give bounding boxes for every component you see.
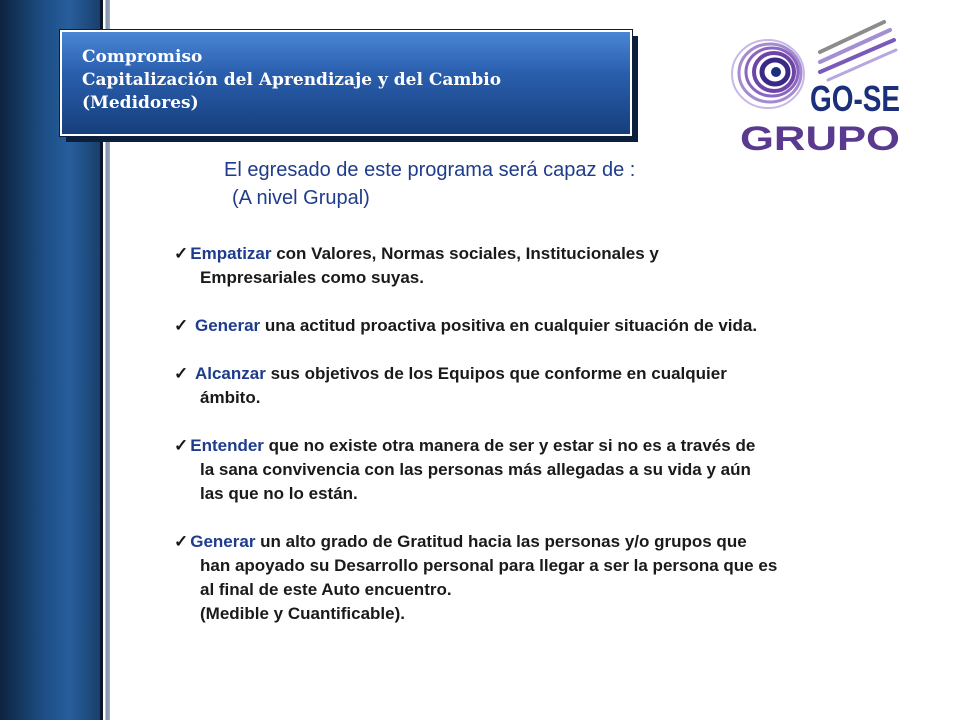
item-keyword: Alcanzar <box>194 364 266 383</box>
item-text-line: ámbito. <box>200 388 261 407</box>
item-keyword: Entender <box>190 436 264 455</box>
go-se-grupo-logo <box>728 18 904 158</box>
item-text-line: las que no lo están. <box>200 484 358 503</box>
check-icon: ✓ <box>174 316 193 335</box>
logo-text-go-se: GO-SE <box>810 78 900 119</box>
item-text-line: han apoyado su Desarrollo personal para llegar a ser la persona que es <box>200 556 778 575</box>
title-line-1: Compromiso <box>82 47 203 67</box>
item-text-line: la sana convivencia con las personas más allegadas a su vida y aún <box>200 460 751 479</box>
logo-swirl-icon <box>732 40 804 108</box>
check-icon: ✓ <box>174 364 193 383</box>
check-icon: ✓ <box>174 244 189 263</box>
list-item <box>174 362 944 410</box>
title-box <box>60 30 632 136</box>
list-item <box>174 434 944 506</box>
title-line-2: Capitalización del Aprendizaje y del Cambio <box>82 70 502 90</box>
item-text-line: (Medible y Cuantificable). <box>200 604 405 623</box>
item-text: que no existe otra manera de ser y estar si no es a través de <box>263 436 756 455</box>
objectives-list <box>174 242 944 650</box>
list-item <box>174 314 944 338</box>
logo-text-grupo: GRUPO <box>740 120 900 158</box>
logo-stripes-icon <box>820 22 896 80</box>
check-icon: ✓ <box>174 436 189 455</box>
item-keyword: Empatizar <box>190 244 272 263</box>
check-icon: ✓ <box>174 532 189 551</box>
title-line-3: (Medidores) <box>82 93 199 113</box>
item-keyword: Generar <box>194 316 261 335</box>
item-text-line: Empresariales como suyas. <box>200 268 424 287</box>
heading-line-1: El egresado de este programa será capaz de : <box>224 159 636 181</box>
item-text: un alto grado de Gratitud hacia las personas y/o grupos que <box>255 532 747 551</box>
item-text: una actitud proactiva positiva en cualquier situación de vida. <box>260 316 758 335</box>
item-text: sus objetivos de los Equipos que conforme en cualquier <box>265 364 727 383</box>
heading-line-2: (A nivel Grupal) <box>232 187 370 209</box>
item-keyword: Generar <box>190 532 256 551</box>
item-text: con Valores, Normas sociales, Institucionales y <box>271 244 659 263</box>
program-heading <box>224 156 635 212</box>
item-text-line: al final de este Auto encuentro. <box>200 580 452 599</box>
list-item <box>174 242 944 290</box>
list-item <box>174 530 944 626</box>
